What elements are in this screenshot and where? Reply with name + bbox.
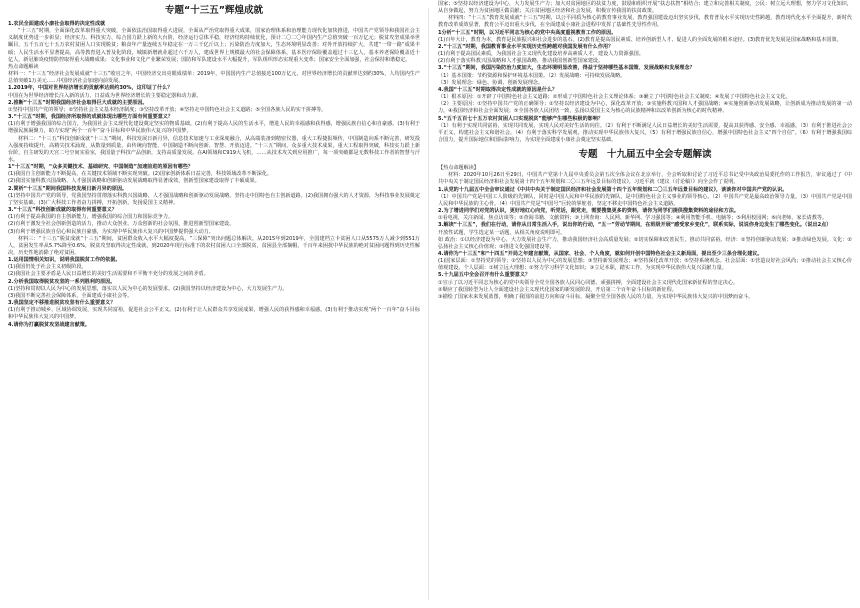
section-label: 【热点命题解读】 (438, 165, 479, 172)
question: 4.请你为打赢脱贫攻坚战建言献策。 (8, 321, 90, 328)
material-paragraph: 材料：2020年10月26日至29日，中国共产党第十九届中央委员会第五次全体会议在北京举行，全会听取和讨论了习近平总书记受中央政治局委托作的工作报告，审议通过了《中共中央关于制定国民经济和社会发展第十四个五年规划和二〇三五年远景目标的建议》，习近平就《建议（讨论稿）》向全会作了说明。 (438, 172, 852, 186)
answer: 开放性试题，学生选定某一话题，从相关角度说明即可。 (438, 229, 566, 236)
question: 5.十九届五中全会召开有什么重要意义？ (438, 272, 531, 279)
answer: (1)我国自主创新能力不断提高，在关键技术领域不断实现突破。(2)国家创新体系日益完善，科技领域改革不断深化。 (8, 171, 273, 178)
answer: ③描绘了国家未来发展蓝图，明确了我国的前进方向和奋斗目标，凝聚全党全国各族人民的力量，为实现中华民族伟大复兴的中国梦而奋斗。 (438, 293, 754, 300)
question: 1.2019年，中国对世界经济增长的贡献率达到约30%，这印证了什么？ (8, 85, 173, 92)
right-column (438, 0, 852, 608)
question: 4.请你为“十三五”和“十四五”开局之年建言献策，从国家、社会、个人角度，就如何开创中国特色社会主义新局面，提出至少三条合理化建议。 (438, 251, 763, 257)
answer: （1）有利于实现共同富裕，实现共同发展，实现人民对美好生活的向往。（2）有利于不断满足人民日益增长的美好生活需要，提高其获得感、安全感、幸福感。（3）有利于推进社会公平正义，构建社会主义和谐社会。（4）有利于落实科学发展观，推动实现中华民族伟大复兴。（5）有利于增强民族自信心，增强中国特色社会主义“四个自信”。（6）有利于增强我国综合国力，提升国际地位和国际影响力，为实现全面建成小康社会奠定坚实基础。 (438, 122, 852, 143)
question: 1.从党的十九届五中全会审议通过《中共中央关于制定国民经济和社会发展第十四个五年规划和二〇三五年远景目标的建议》，谈谈你对中国共产党的认识。 (438, 186, 788, 193)
answer: (2)有利于落实科教兴国战略和人才强国战略，推动我国创新型国家建设。 (438, 58, 604, 65)
material-paragraph: 材料三：“十三五”脱贫成就“十三五”期间，贫困群众收入水平大幅度提高，“三保障”突出问题总体解决。从2015年到2019年，全国建档立卡贫困人口从5575万人减少到551万人，贫困发生率从5.7%降至0.6%，脱贫攻坚取得决定性成就。到2020年现行标准下的农村贫困人口全部脱贫，贫困县全部摘帽，千百年来困扰中华民族的绝对贫困问题得到历史性解决，历史性地消除了绝对贫困。 (8, 235, 420, 256)
answer: (1)有利于提高国民素质，为我国社会主义现代化建设培养高素质人才，建设人力资源强国。 (438, 51, 644, 58)
answer: 中国在为世界经济增长注入新的活力，日益成为世界经济增长的主要稳定器和动力源。 (8, 92, 202, 99)
section-heading: 1.农民全面建成小康社会取得的决定性成就 (8, 21, 106, 27)
answer: (1)国家层面：①坚持党的领导；②坚持以人民为中心的发展思想；③坚持新发展理念；④坚持深化改革开放；⑤坚持系统观念。社会层面：①营造良好社会风尚；②推动社会主义核心价值观建设。个人层面：①树立远大理想；②努力学习科学文化知识；③立足本职，踏实工作，为实现中华民族伟大复兴贡献力量。 (438, 258, 852, 272)
answer: (1)我国仍处于社会主义初级阶段。 (8, 264, 87, 271)
left-column (8, 0, 420, 608)
material-paragraph: 材料二：“十三五”科技创新成就“十三五”期间，科技发展日新月异，信息技术加速与工业深度融合，从高端装备到精密仪器，重大工程捷报频传，中国制造向系不断完善，研发投入强度持续提升，高精尖技术涌现，从数量到质量，由传统向智能，中国制造不断向创新、智慧、开放迈进。“十三五”期间，众多重大技术成果，重大工程取得突破，科技实力跃上新台阶，自主研发的天宫二号空间实验室，我国量子科技产品创新，支持高质量发展。在AI领域和C919大飞机，……从技术攻关到应用推广，每一项突破都是无数科技工作者的智慧与汗水。 (8, 135, 420, 163)
answer: （2）主要原因：①坚持中国共产党的正确领导；②坚持以经济建设为中心，深化改革开放；③实施科教兴国和人才强国战略；④实施创新驱动发展战略，让创新成为推动发展的第一动力，④我国经济和社会全面发展；⑤全国各族人民团结一致，弘扬以爱国主义为核心的民族精神和以改革创新为核心的时代精神。 (438, 101, 852, 115)
answer: (2)我国社会主要矛盾是人民日益增长的美好生活需要和不平衡不充分的发展之间的矛盾。 (8, 271, 209, 278)
question: 3.“十三五”科技创新成就的取得有何重要意义？ (8, 207, 117, 214)
answer: (2)有利于激发全社会创新创造的活力，推动大众创业、万众创新的社会氛围，推进创新型国家建设。 (8, 221, 235, 228)
answer: (1)百年大计，教育为本，教育是民族振兴和社会进步的基石。(2)教育是提高国民素质、培养创新型人才、促进人的全面发展的根本途径。(3)教育优先发展是国家战略和基本国策。 (438, 36, 842, 43)
answer: (1)有利于增强我国的综合国力，为我国社会主义现代化建设奠定坚实的物质基础。(2)有利于提高人民的生活水平，增进人民的幸福感和获得感，增强民族自信心和自豪感。(3)有利于增强民族凝聚力，助力实现“两个一百年”奋斗目标和中华民族伟大复兴的中国梦。 (8, 121, 420, 135)
answer: ②顺应了我国转型为让人全面建设社会主义现代化国家的新发展阶段，开启第二个百年奋斗目标的新征程。 (438, 286, 677, 293)
answer: ①坚持中国共产党的领导；②坚持社会主义基本经济制度；③坚持改革开放；④坚持走中国特色社会主义道路；⑤全国各族人民的实干拼搏等。 (8, 106, 327, 113)
answer: (1)坚持和贯彻以人民为中心的发展思想，落实以人民为中心的发展要求。(2)我国坚持以经济建设为中心，大力发展生产力。 (8, 285, 288, 292)
answer: (1)有利于推动城乡、区域协调发展，实现共同富裕，促进社会公平正义。(2)有利于让人民群众共享发展成果，增强人民的获得感和幸福感。(3)有利于推动实现“两个一百年”奋斗目标和中华民族伟大复兴的中国梦。 (8, 307, 420, 321)
question: 3.“十三五”期间，我国污染防治力度加大，生态环境明显改善，得益于坚持哪些基本国策、发展战略和发展理念？ (438, 65, 695, 72)
answer: （1）根本原因：①开辟了中国特色社会主义道路；②形成了中国特色社会主义理论体系；③确立了中国特色社会主义制度；④发展了中国特色社会主义文化。 (438, 94, 791, 101)
question: 2.“十三五”时期，我国教育事业水平实现历史性跨越对我国发展有什么作用？ (438, 43, 614, 50)
column-divider (428, 8, 429, 600)
question: 1分析“十三五”时期，以习近平同志为核心的党中央高度重视教育工作的原因。 (438, 29, 617, 36)
answer: (2)我国实施科教兴国战略、人才强国战略和创新驱动发展战略取得显著成效，创新型国家建设取得了丰硕成果。 (8, 178, 260, 185)
question: 4.我国“十三五”时期取得决定性成就的原因是什么？ (438, 86, 558, 93)
answer: (1)坚持中国共产党的领导，党我国坚持贯彻落实科教兴国战略、人才强国战略和创新驱动发展战略，坚持走中国特色自主创新道路。(2)我国拥有强大的人才资源，为科技事业发展奠定了坚实基础。(3)广大科技工作者奋力拼搏，开拓创新，发扬爱国主义精神。 (8, 192, 420, 206)
question: 1“十三五”时期，“众多关键技术、基础研究、中国制造”加速前进的原因有哪些？ (8, 164, 194, 171)
section-title: 专题 十九届五中全会专题解读 (578, 149, 712, 161)
answer: (1)有利于提高我国的自主创新能力，增强我国的综合国力和国际竞争力。 (8, 214, 174, 221)
page-title: 专题“十三五”辉煌成就 (165, 5, 263, 16)
question: 2.简析“十三五”期间我国科技发展日新月异的原因。 (8, 185, 128, 192)
question: 3.解读“十三五”，我们在行动，请你从日常生活入手，说出你的行动，“五一”劳动节期间，在班级开展“感受家乡变化”，联系实际，说说你身边发生了哪些变化。（说出2点） (438, 222, 832, 229)
answer: (3)有利于增强民族自信心和民族自豪感，为实现中华民族伟大复兴的中国梦提供强大动力。 (8, 228, 214, 235)
question: 1.运用国情相关知识，说明我国脱贫工作的依据。 (8, 257, 121, 264)
answer: 如 政治：①以经济建设为中心，大力发展社会生产力，推动我国经济社会高质量发展；②切实保障和改善民生，推动共同富裕。经济：②坚持创新驱动发展；③推动绿色发展。文化：②弘扬社会主义核心价值观；③推进文化强国建设等。 (438, 236, 852, 250)
material-paragraph: 材料四：“十三五”教育发展成就“十三五”时期，以公平同质为核心的教育事业发展，教育强国建设迈出坚实步伐，教育普及水平实现历史性跨越，教育现代化水平全面提升，新时代教育改革成效显著，教育公平迈出重大步伐，在全面建成小康社会进程中发挥了基础性先导性作用。 (438, 15, 852, 29)
question: 2.推断“十三五”时期我国经济社会取得巨大成就的主要原因。 (8, 99, 148, 106)
answer: ①宣示了以习近平同志为核心的党中央领导全党全国各族人民同心同德、顽强拼搏，全面建设社会主义现代化国家新征程的坚定决心。 (438, 279, 739, 286)
answer: （1）基本国策：节约资源和保护环境基本国策。（2）发展战略：可持续发展战略。 (438, 72, 626, 79)
answer: (3)我国不断完善社会保障体系，全面建成小康社会等。 (8, 292, 133, 299)
answer: （3）发展理念：绿色、协调、创新发展理念。 (438, 79, 544, 86)
answer: 国家；⑤坚持以经济建设为中心，大力发展生产力；加大对贫困地区的扶贫力度，鼓励和组织开展“扶志扶智”相结合；建立和完善相关制度，公民：树立远大理想，努力学习文化知识，从自身做起，努力为贫困地区做贡献；关注贫困地区经济和社会发展，积极宣传我国的扶贫政策。 (438, 1, 852, 15)
question: 5.“五千五百七十五万农村贫困人口实现脱贫”能够产生哪些积极的影响？ (438, 115, 603, 122)
answer: （1）中国共产党是中国工人阶级的先锋队，同时是中国人民和中华民族的先锋队，是中国特色社会主义事业的领导核心。（2）中国共产党是最高政治领导力量。（3）中国共产党是中国人民和中华民族的主心骨。（4）中国共产党是“中国号”巨轮的掌舵者，坚定不移走中国特色社会主义道路。 (438, 193, 852, 207)
question: 3.“十三五”时期，我国经济所取得的成就体现出哪些方面有何重要意义？ (8, 114, 173, 121)
material-paragraph: 材料一：“十三五”经济社会发展成就“十三五”收官之年，中国经济交出亮眼成绩单：2019年，中国国内生产总值接近100万亿元，对世界经济增长的贡献率达到约30%，人均国内生产总值突破1万美元……中国经济社会加速向前发展。 (8, 71, 420, 85)
paragraph: “十三五”时期，全面深化改革取得重大突破，全面依法治国取得重大进展，全面从严治党取得重大成果，国家治理体系和治理能力现代化加快推进，中国共产党领导和我国社会主义制度优势进一步彰显；经济实力、科技实力、综合国力跃上新的大台阶，经济运行总体平稳，经济结构持续优化，预计二〇二〇年国内生产总值突破一百万亿元；脱贫攻坚成果举世瞩目，五千五百七十五万农村贫困人口实现脱贫；粮食年产量连续五年稳定在一万三千亿斤以上；污染防治力度加大，生态环境明显改善；对外开放持续扩大，共建“一带一路”成果丰硕；人民生活水平显著提高，高等教育进入普及化阶段，城镇新增就业超过六千万人，建成世界上规模最大的社会保障体系，基本医疗保险覆盖超过十三亿人，基本养老保险覆盖近十亿人，新冠肺炎疫情防控取得重大战略成果；文化事业和文化产业繁荣发展；国防和军队建设水平大幅提升，军队组织形态实现重大变革；国家安全全面加强，社会保持和谐稳定。 (8, 28, 420, 63)
question: 3.我国坚定不移推进脱贫攻坚有什么重要意义？ (8, 300, 116, 307)
question: 2.为了增进同学们对党的认识，更好地红心向党，听党话，跟党走，需要搜集更多的资料，请你为同学们提供搜集资料的途径和方法。 (438, 208, 739, 215)
question: 2.分析我国取得脱贫攻坚的一系列胜利的原因。 (8, 278, 116, 285)
section-label: 热点命题解读 (8, 63, 39, 70)
answer: ①看电视，关注新闻、焦点访谈等；②查阅书籍、文献资料；③上网查询：人民网、新华网、学习强国等；④利用智能手机、电脑等；⑤利用校园网；⑥向老师、家长请教等。 (438, 215, 828, 222)
